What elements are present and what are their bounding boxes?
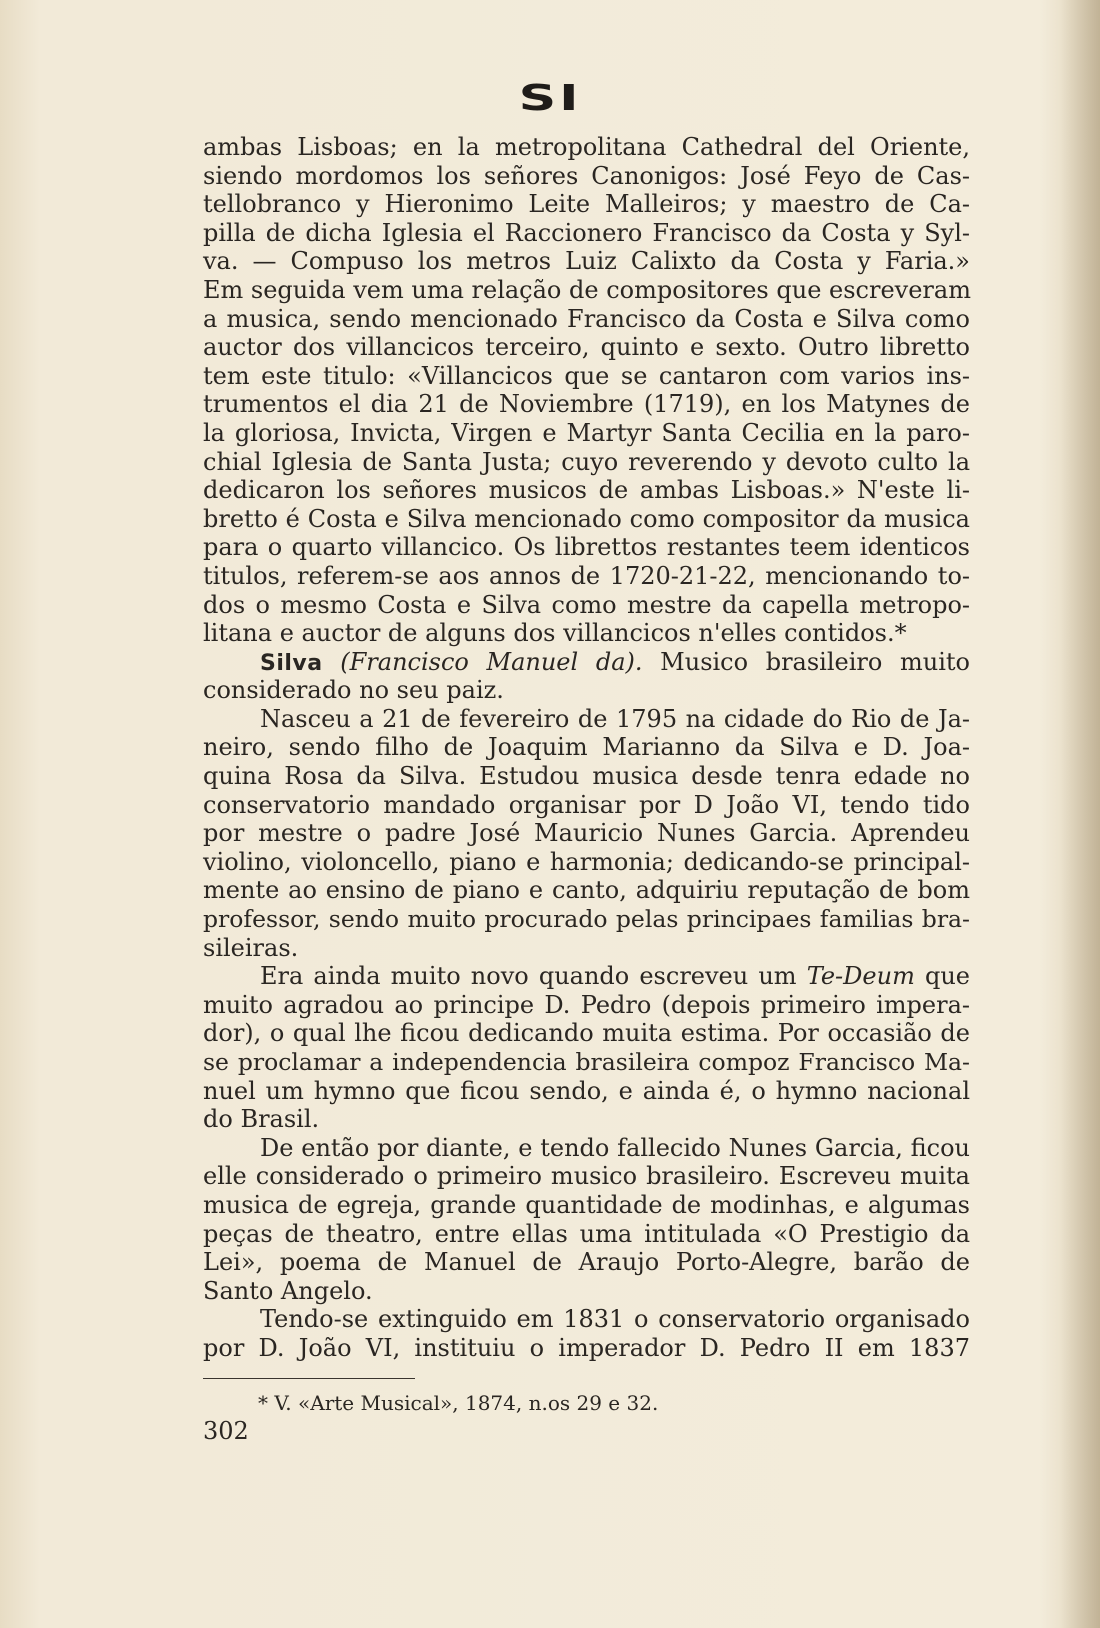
text-line: dor), o qual lhe ficou dedicando muita estima. Por occasião de bbox=[203, 1019, 970, 1048]
text-line: Nasceu a 21 de fevereiro de 1795 na cidade do Rio de Ja- bbox=[260, 704, 970, 733]
text-line: mente ao ensino de piano e canto, adquiriu reputação de bom bbox=[203, 876, 970, 905]
body-text bbox=[203, 133, 970, 1363]
text-line: para o quarto villancico. Os librettos restantes teem identicos bbox=[203, 533, 970, 562]
text-line: peças de theatro, entre ellas uma intitulada «O Prestigio da bbox=[203, 1219, 970, 1248]
text-line: do Brasil. bbox=[203, 1105, 320, 1134]
text-line: Tendo-se extinguido em 1831 o conservatorio organisado bbox=[260, 1305, 970, 1334]
entry-qualifier: (Francisco Manuel da). bbox=[340, 647, 643, 676]
text-line: por D. João VI, instituiu o imperador D. Pedro II em 1837 bbox=[203, 1333, 970, 1362]
page-edge-shadow bbox=[1060, 0, 1100, 1628]
text-line: conservatorio mandado organisar por D João VI, tendo tido bbox=[203, 790, 970, 819]
text-run: que bbox=[924, 962, 970, 991]
text-line: sileiras. bbox=[203, 933, 299, 962]
text-line: Santo Angelo. bbox=[203, 1276, 373, 1305]
text-line: chial Iglesia de Santa Justa; cuyo reverendo y devoto culto la bbox=[203, 447, 970, 476]
text-line: dedicaron los señores musicos de ambas Lisboas.» N'este li- bbox=[203, 476, 970, 505]
text-line: titulos, referem-se aos annos de 1720-21-22, mencionando to- bbox=[203, 561, 970, 590]
text-run: Era ainda muito novo quando escreveu um bbox=[260, 962, 797, 991]
text-line: por mestre o padre José Mauricio Nunes Garcia. Aprendeu bbox=[203, 819, 970, 848]
text-line bbox=[203, 962, 970, 991]
footnote-rule bbox=[203, 1378, 415, 1379]
text-line: litana e auctor de alguns dos villancicos n'elles contidos.* bbox=[203, 619, 907, 648]
text-line: siendo mordomos los señores Canonigos: José Feyo de Cas- bbox=[203, 161, 970, 190]
text-line: Em seguida vem uma relação de compositores que escreveram bbox=[203, 275, 971, 304]
text-line: la gloriosa, Invicta, Virgen e Martyr Santa Cecilia en la paro- bbox=[203, 418, 970, 447]
entry-heading-line bbox=[203, 648, 970, 677]
text-line: trumentos el dia 21 de Noviembre (1719), en los Matynes de bbox=[203, 390, 970, 419]
text-line: ambas Lisboas; en la metropolitana Cathedral del Oriente, bbox=[203, 133, 970, 161]
text-line: muito agradou ao principe D. Pedro (depois primeiro impera- bbox=[203, 990, 970, 1019]
text-line: bretto é Costa e Silva mencionado como compositor da musica bbox=[203, 504, 970, 533]
text-line: tem este titulo: «Villancicos que se cantaron com varios ins- bbox=[203, 361, 970, 390]
text-line: elle considerado o primeiro musico brasileiro. Escreveu muita bbox=[203, 1162, 970, 1191]
text-line: quina Rosa da Silva. Estudou musica desde tenra edade no bbox=[203, 762, 970, 791]
text-line: nuel um hymno que ficou sendo, e ainda é, o hymno nacional bbox=[203, 1076, 970, 1105]
text-line: violino, violoncello, piano e harmonia; dedicando-se principal- bbox=[203, 847, 970, 876]
text-line: musica de egreja, grande quantidade de modinhas, e algumas bbox=[203, 1190, 970, 1219]
text-line: a musica, sendo mencionado Francisco da Costa e Silva como bbox=[203, 304, 970, 333]
text-line: se proclamar a independencia brasileira compoz Francisco Ma- bbox=[203, 1048, 970, 1076]
text-line: auctor dos villancicos terceiro, quinto e sexto. Outro libretto bbox=[203, 333, 970, 362]
text-line: dos o mesmo Costa e Silva como mestre da capella metropo- bbox=[203, 590, 970, 619]
text-line: De então por diante, e tendo fallecido Nunes Garcia, ficou bbox=[260, 1133, 970, 1162]
footnote: * V. «Arte Musical», 1874, n.os 29 e 32. bbox=[258, 1391, 659, 1415]
work-title: Te-Deum bbox=[806, 962, 915, 991]
text-line: va. — Compuso los metros Luiz Calixto da Costa y Faria.» bbox=[203, 247, 970, 276]
page-number: 302 bbox=[203, 1417, 249, 1445]
entry-description: Musico brasileiro muito bbox=[660, 647, 970, 676]
text-line: pilla de dicha Iglesia el Raccionero Francisco da Costa y Syl- bbox=[203, 218, 970, 247]
text-line: considerado no seu paiz. bbox=[203, 676, 504, 705]
text-line: Lei», poema de Manuel de Araujo Porto-Alegre, barão de bbox=[203, 1248, 970, 1277]
text-line: neiro, sendo filho de Joaquim Marianno da Silva e D. Joa- bbox=[203, 733, 970, 762]
running-head: SI bbox=[518, 78, 582, 119]
text-line: professor, sendo muito procurado pelas principaes familias bra- bbox=[203, 905, 970, 934]
entry-name: Silva bbox=[260, 650, 323, 676]
text-line: tellobranco y Hieronimo Leite Malleiros; y maestro de Ca- bbox=[203, 190, 970, 219]
